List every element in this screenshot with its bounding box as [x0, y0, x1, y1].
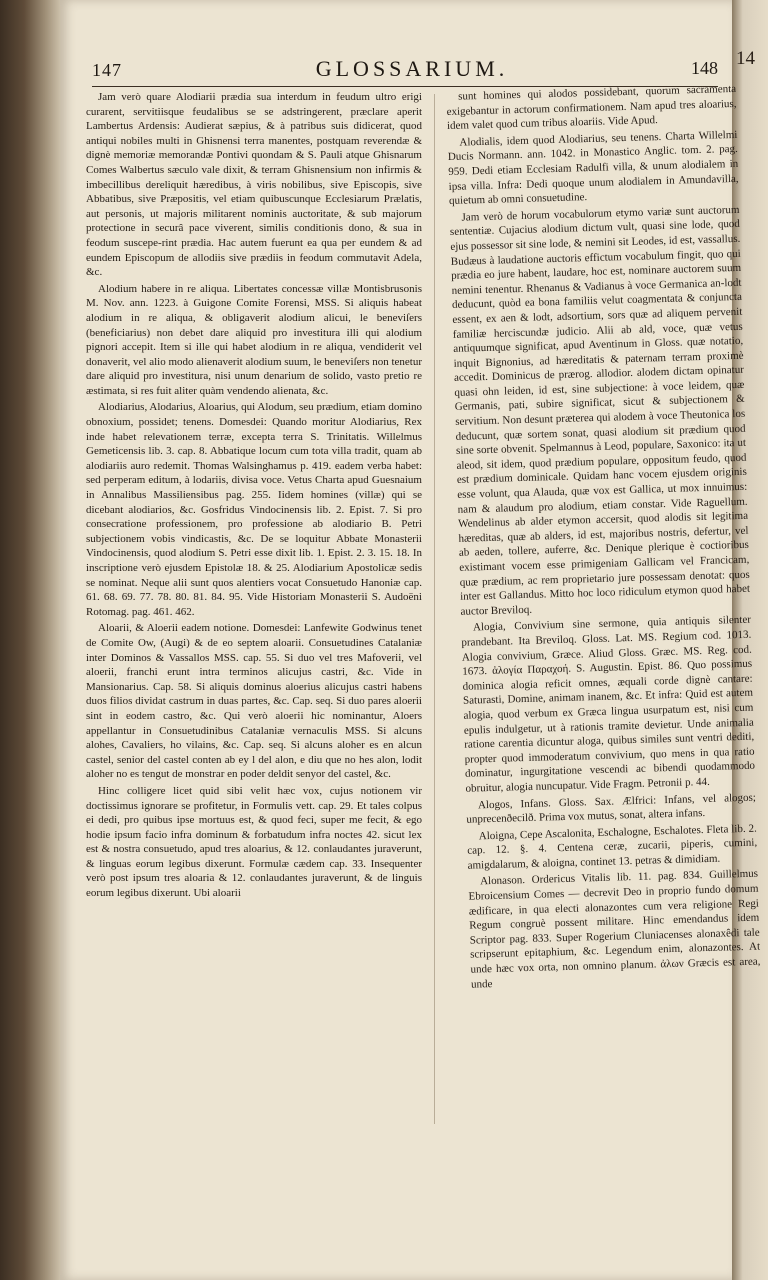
- book-gutter: [0, 0, 60, 1280]
- entry-paragraph: Jam verò quare Alodiarii prædia sua interdum in feudum ultro erigi curarent, servitiisque feudalibus se se adstringerent, præclare aperit Lambertus Ardensis: Audierat sæpius, & à patribus suis didicerat, quod antiqui nobiles multi in Ghisnensi terra manentes, postquam reverendæ & dignè memoriæ memorandæ Pontivi quondam & S. Pauli atque Ghisnarum Comes Walbertus sæculo vale dixit, & terram Ghisnensium non infirmis & imbecillibus dereliquit hæredibus, à viris nobilibus, sive Episcopis, sive Abbatibus, sive Præpositis, vel etiam quibuscunque Ecclesiarum Prælatis, aut personis, ut majoris militarent nominis auctoritate, & sub majorum protectione in securâ pace viverent, similis conditionis dono, & sua in feodum suscepe-rint prædia. Hac autem fuerunt ea qua per eundem & ad eundem Episcopum de allodiis sive prædiis in feodum commutavit Adela, &c.: [86, 91, 422, 279]
- entry-alonason: Alonason. Ordericus Vitalis lib. 11. pag. 834. Guillelmus Ebroicensium Comes — decrevit Deo in proprio fundo domum ædificare, in qua electi alonazontes cum vera religione Regi Regum congruè possent militare. Hinc emendandus idem Scriptor pag. 833. Super Rogerium Cluniacenses alonaxêdi tale scripserunt epitaphium, &c. Legendum enim, alonazontes. At unde hæc vox orta, non omnino planum. ἀλων Græcis est area, unde: [468, 868, 761, 991]
- entry-alogos: Alogos, Infans. Gloss. Sax. Ælfrici: Infans, vel alogos; unprecenðecilð. Prima vox mutus, sonat, altera infans.: [466, 791, 757, 826]
- page-number-right: 148: [691, 58, 718, 78]
- left-column: [86, 90, 422, 1180]
- right-column: [446, 82, 766, 1180]
- entry-aloigna: Aloigna, Cepe Ascalonita, Eschalogne, Eschalotes. Fleta lib. 2. cap. 12. §. 4. Centena ceræ, zucarii, piperis, cumini, amigdalarum, & aloigna, continet 13. petras & dimidiam.: [467, 822, 758, 872]
- running-title: GLOSSARIUM.: [315, 56, 509, 81]
- next-page-number-fragment: 14: [736, 48, 755, 69]
- entry-alogia: Alogia, Convivium sine sermone, quia antiquis silenter prandebant. Ita Breviloq. Gloss. Lat. MS. Regium cod. 1013. Alogia convivium, Græce. Aliud Gloss. Græc. MS. Reg. cod. 1673. ἀλογία Παραχοή. S. Augustin. Epist. 86. Quo possimus dominica alogia reficit omnes, æquali corde dignè cantare: Saturasti, Domine, animam inanem, &c. Et infra: Quid est autem alogia, quod verbum ex Græca lingua usurpatum est, nisi cum epulis indulgetur, ut à rationis tramite devietur. Unde animalia ratione carentia dicuntur aloga, quibus similes sunt ventri dediti, propter quod immoderatum convivium, quo mens in qua ratio dominatur, ingurgitatione vescendi ac bibendi quodammodo obruitur, alogia nuncupatur. Vide Fragm. Petronii p. 44.: [461, 614, 756, 795]
- entry-etymology: Jam verò de horum vocabulorum etymo variæ sunt auctorum sententiæ. Cujacius alodium dictum vult, quasi sine lode, quod ejus possessor sit sine lode, & nemini sit Leodes, id est, vassallus. Budæus à laudatione auctoris effictum vocabulum fingit, quo qui prædia eo jure habent, laudare, hoc est, nominare auctorem suum nemini tenentur. Rhenanus & Vadianus à voce Germanica an-lodt deducunt, quòd ea bona familiis velut coagmentata & conjuncta essent, ex aen & lodt, adsortium, sors quæ ad aliquem pervenit familiæ herciscundæ judicio. Alii ab ald, voce, quæ vetus antiquumque significat, apud Aventinum in Gloss. quæ notatio, inquit Bignonius, ad hæreditatis & paternam terram proximè accedit. Dominicus de prærog. allodior. alodem dictam opinatur quasi ohn leiden, id est, sine subjectione: à voce leidem, quæ Germanis, pati, subire significat, sicut & subjectionem & servitium. Non desunt præterea qui alodem à voce Theutonica los deducunt, quæ sortem sonat, quasi alodium sit prædium quod sine sorte obvenit. Spelmannus à Leod, populare, Saxonico: ita ut aleod, sit idem, quod prædium populare, oppositum feudo, quod est prædium dominicale. Quidam hanc vocem ejusdem originis esse volunt, qua Alauda, quæ vox est Gallica, ut mox innuimus: nam & alaudum pro alodium, etiam constar. Vide Raguellum. Wendelinus ab alder etymon accersit, quod alodis sit legitima hæreditas, quæ ab alders, id est, majoribus nostris, defertur, vel ab aeden, tollere, auferre, &c. Denique plerique è coctioribus existimant vocem esse primigeniam Gallicam vel Francicam, quæ prædium, ac rem proprietario jure possessam denotat: quos inter est Gallandus. Mitto hoc loco ridiculum etymon quod habet auctor Breviloq.: [449, 203, 751, 618]
- entry-alodiarius: Alodiarius, Alodarius, Aloarius, qui Alodum, seu prædium, etiam domino obnoxium, possidet; tenens. Domesdei: Quando moritur Alodiarius, Rex inde habet relevationem terræ, excepta terra S. Trinitatis. Willelmus Gemeticensis lib. 3. cap. 8. Abbatique locum cum tota villa tradit, quam ab alodiariis auro redemit. Thomas Walsinghamus p. 419. eadem verba habet: sed perperam editum, à lodariis, divisa voce. Vetus Charta apud Guesnaium in Annalibus Massiliensibus pag. 255. Iidem homines (villæ) qui se dicebant alodiarios, &c. Gosfridus Vindocinensis lib. 2. Epist. 7. Si pro consecratione professionem, pro professione ab alodiario B. Petri subjectionem vobis vindicastis, &c. De se loquitur Abbate Monasterii Vindocinensis, quod alodium S. Petri esse dixit lib. 1. Epist. 2. 3. 15. 18. In inscriptione verò ejusdem Epistolæ 18. & 25. Alodiarium Apostolicæ sedis se nominat. Neque alii sunt quos alentiers vocat Consuetudo Hanoniæ cap. 61. 68. 69. 77. 78. 80. 81. 84. 95. Vide Historiam Monasterii S. Audoëni Rotomag. pag. 461. 462.: [86, 401, 422, 618]
- page-number-left: 147: [92, 60, 122, 80]
- entry-paragraph: sunt homines qui alodos possidebant, quorum sacramenta exigebantur in actorum confirmationem. Nam apud tres aloarius, idem valet quod cum tribus aloariis. Vide Apud.: [446, 82, 737, 133]
- page-header: [92, 52, 732, 86]
- entry-aloarii: Aloarii, & Aloerii eadem notione. Domesdei: Lanfewite Godwinus tenet de Comite Ow, (Augi) & de eo septem aloarii. Consuetudines Catalaniæ inter Dominos & Vassallos MSS. cap. 55. Si duo vel tres Mafoverii, vel aloerii, franchi erunt intra terminos alicujus castri, &c. Vide in Mansionarius. Cap. 58. Si aliquis dominus aloerius alicujus castri habens duos filios dividat castrum in duas partes, &c. Cap. seq. Si duo pares aloerii sint in eodem castro, &c. Qui verò aloerii hic nominantur, Aloers appellantur in Consuetudinibus Catalaniæ vernaculis MSS. Si alcuns alohes, Cavaliers, ho vilains, &c. Cap. seq. Si alcuns aloher es en alcun castel, senior del castel conten ab ey l del alon, e diu que no hes alon, lodit aloher no es tengut de monstrar en poder deldit senyor del castel, &c.: [86, 622, 422, 781]
- entry-paragraph: Hinc colligere licet quid sibi velit hæc vox, cujus notionem vir doctissimus ignorare se profitetur, in Formulis vett. cap. 29. Et tales colpus ei dedi, pro quibus ipse mortuus est, & quod feci, super me fecit, & ego hodie ipsum facio infra dominum & forbatudum infra noctes 42. sicut lex est & nostra consuetudo, apud tres aloarius, & 12. conlaudantes juraverunt, & linguas eorum legibus dixerunt. Formulæ cædem cap. 33. Insequenter verò post ipsum tres aloaria & 12. conlaudantes juraverunt, & de linguis eorum legibus dixerunt. Ubi aloarii: [86, 784, 422, 900]
- entry-alodium-habere: Alodium habere in re aliqua. Libertates concessæ villæ Montisbrusonis M. Nov. ann. 1223. à Guigone Comite Forensi, MSS. Si aliquis habeat alodium in re aliqua, & obligaverit alodium alicui, le beneviſers (beneficiarius) non debet dare aliquid pro investitura illi qui alodium pignori accepit. Item si ille qui habet alodium in re aliqua, vendiderit vel donaverit, vel alio modo alienaverit alodium suum, le beneviſers non tenetur dare aliquid pro investitura, nisi unum denarium de solido, vasto pretio re æstimata, si res fuit aliter quàm vendendo alienata, &c.: [86, 282, 422, 397]
- column-divider: [434, 94, 435, 1124]
- entry-alodialis: Alodialis, idem quod Alodiarius, seu tenens. Charta Willelmi Ducis Normann. ann. 1042. in Monastico Anglic. tom. 2. pag. 959. Dedi etiam Ecclesiam Radulfi villa, & unum alodialem in ipsa villa. Infra: Dedi quoque unum alodialem in Amundavilla, quietum ab omni consuetudine.: [447, 128, 739, 208]
